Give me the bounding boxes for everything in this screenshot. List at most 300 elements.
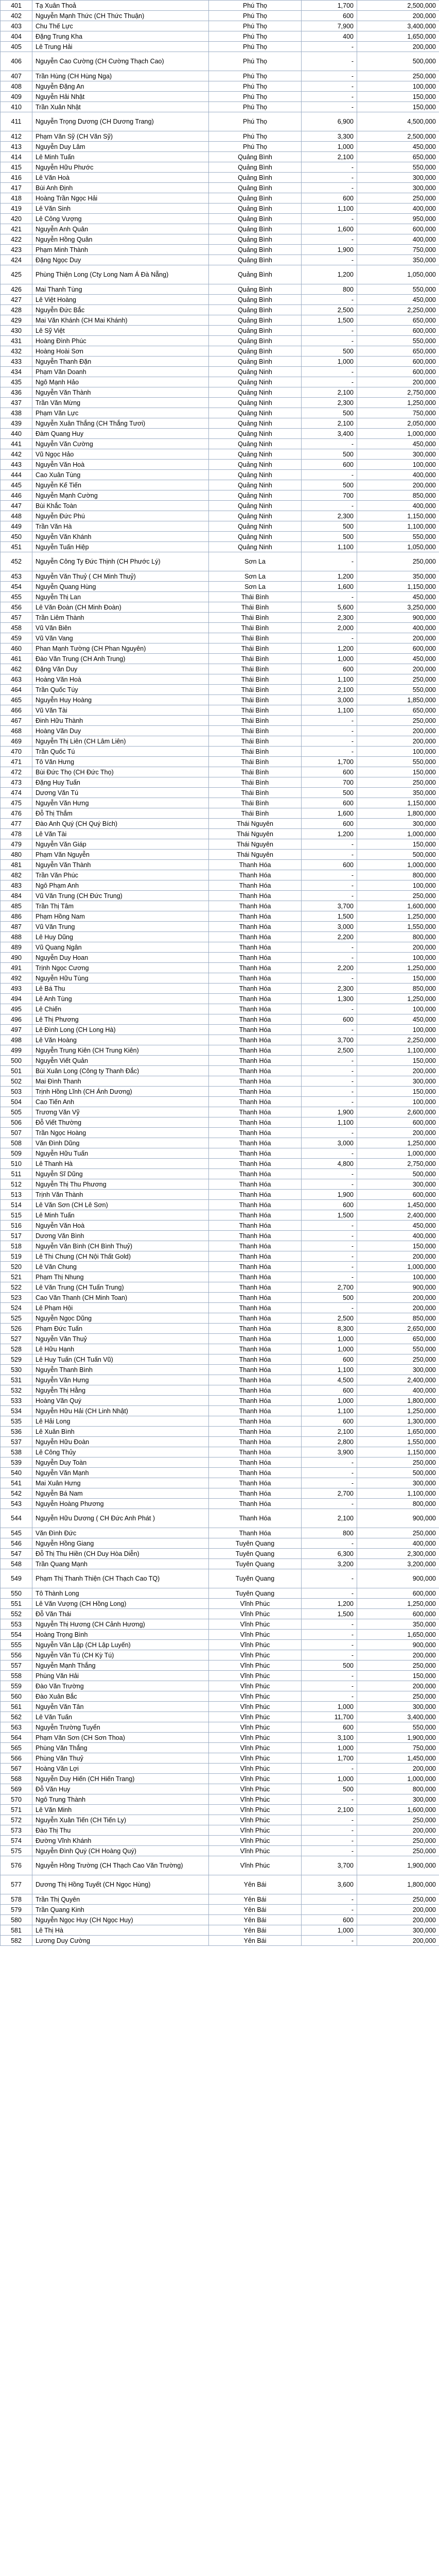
- province: Thanh Hóa: [209, 932, 302, 942]
- amount: 800,000: [357, 1784, 439, 1794]
- quantity: -: [302, 1846, 357, 1856]
- row-number: 571: [1, 1805, 32, 1815]
- row-number: 412: [1, 131, 32, 142]
- customer-name: Đỗ Văn Thái: [32, 1609, 209, 1619]
- quantity: 2,500: [302, 305, 357, 315]
- customer-name: Trần Liêm Thành: [32, 613, 209, 623]
- table-row: [1, 1640, 439, 1650]
- row-number: 495: [1, 1004, 32, 1014]
- table-row: [1, 11, 439, 21]
- row-number: 474: [1, 788, 32, 798]
- table-row: [1, 183, 439, 193]
- row-number: 580: [1, 1915, 32, 1925]
- table-row: [1, 685, 439, 695]
- amount: 1,000,000: [357, 1262, 439, 1272]
- quantity: 600: [302, 798, 357, 808]
- table-row: [1, 602, 439, 613]
- table-row: [1, 1836, 439, 1846]
- quantity: -: [302, 1148, 357, 1159]
- table-row: [1, 1619, 439, 1630]
- customer-name: Trịnh Văn Thành: [32, 1190, 209, 1200]
- row-number: 417: [1, 183, 32, 193]
- row-number: 548: [1, 1559, 32, 1569]
- row-number: 511: [1, 1169, 32, 1179]
- row-number: 541: [1, 1478, 32, 1488]
- row-number: 496: [1, 1014, 32, 1025]
- customer-name: Lê Văn Tuấn: [32, 1712, 209, 1722]
- quantity: -: [302, 716, 357, 726]
- quantity: -: [302, 1764, 357, 1774]
- amount: 3,250,000: [357, 602, 439, 613]
- province: Quảng Bình: [209, 295, 302, 305]
- customer-name: Đỗ Viết Thường: [32, 1117, 209, 1128]
- amount: 500,000: [357, 1468, 439, 1478]
- row-number: 530: [1, 1365, 32, 1375]
- province: Vĩnh Phúc: [209, 1805, 302, 1815]
- customer-name: Phùng Văn Hải: [32, 1671, 209, 1681]
- customer-name: Nguyễn Văn Tân: [32, 1702, 209, 1712]
- customer-name: Nguyễn Công Ty Đức Thịnh (CH Phước Lý): [32, 552, 209, 571]
- amount: 900,000: [357, 1640, 439, 1650]
- row-number: 582: [1, 1936, 32, 1946]
- province: Thanh Hóa: [209, 1468, 302, 1478]
- customer-name: Lê Công Thủy: [32, 1447, 209, 1458]
- row-number: 516: [1, 1221, 32, 1231]
- province: Quảng Ninh: [209, 460, 302, 470]
- amount: 400,000: [357, 470, 439, 480]
- province: Vĩnh Phúc: [209, 1764, 302, 1774]
- quantity: 600: [302, 819, 357, 829]
- customer-name: Nguyễn Đình Quý (CH Hoàng Quý): [32, 1846, 209, 1856]
- quantity: 2,200: [302, 932, 357, 942]
- customer-name: Nguyễn Thị Lan: [32, 592, 209, 602]
- quantity: 1,000: [302, 357, 357, 367]
- province: Quảng Ninh: [209, 470, 302, 480]
- customer-name: Đào Văn Trung (CH Anh Trung): [32, 654, 209, 664]
- row-number: 540: [1, 1468, 32, 1478]
- province: Phú Thọ: [209, 52, 302, 71]
- quantity: 1,000: [302, 1396, 357, 1406]
- customer-name: Đặng Huy Tuấn: [32, 777, 209, 788]
- amount: 200,000: [357, 1905, 439, 1915]
- amount: 200,000: [357, 1650, 439, 1660]
- province: Thanh Hóa: [209, 1396, 302, 1406]
- table-row: [1, 788, 439, 798]
- row-number: 492: [1, 973, 32, 984]
- customer-name: Nguyễn Tuấn Hiệp: [32, 542, 209, 552]
- row-number: 450: [1, 532, 32, 542]
- amount: 3,400,000: [357, 21, 439, 31]
- row-number: 409: [1, 92, 32, 102]
- table-row: [1, 1107, 439, 1117]
- province: Phú Thọ: [209, 131, 302, 142]
- customer-name: Nguyễn Mạnh Thức (CH Thức Thuận): [32, 11, 209, 21]
- quantity: 700: [302, 490, 357, 501]
- table-row: [1, 1, 439, 11]
- amount: 300,000: [357, 1365, 439, 1375]
- amount: 250,000: [357, 1660, 439, 1671]
- row-number: 558: [1, 1671, 32, 1681]
- amount: 150,000: [357, 1671, 439, 1681]
- amount: 250,000: [357, 1458, 439, 1468]
- province: Thanh Hóa: [209, 1200, 302, 1210]
- customer-name: Nguyễn Hữu Tùng: [32, 973, 209, 984]
- row-number: 566: [1, 1753, 32, 1764]
- quantity: -: [302, 367, 357, 377]
- quantity: 7,900: [302, 21, 357, 31]
- amount: 500,000: [357, 850, 439, 860]
- table-row: [1, 1609, 439, 1619]
- table-row: [1, 1334, 439, 1344]
- customer-name: Nguyễn Bá Nam: [32, 1488, 209, 1499]
- amount: 850,000: [357, 984, 439, 994]
- quantity: -: [302, 1241, 357, 1251]
- customer-name: Trần Văn Hà: [32, 521, 209, 532]
- row-number: 555: [1, 1640, 32, 1650]
- customer-name: Lê Công Vượng: [32, 214, 209, 224]
- customer-name: Lê Văn Hoàng: [32, 1035, 209, 1045]
- row-number: 415: [1, 162, 32, 173]
- table-row: [1, 1406, 439, 1416]
- customer-name: Lê Huy Dũng: [32, 932, 209, 942]
- province: Thái Bình: [209, 716, 302, 726]
- row-number: 436: [1, 387, 32, 398]
- quantity: -: [302, 1691, 357, 1702]
- amount: 1,250,000: [357, 963, 439, 973]
- customer-name: Tô Thành Long: [32, 1588, 209, 1599]
- customer-name: Nguyễn Thanh Đặn: [32, 357, 209, 367]
- province: Quảng Ninh: [209, 439, 302, 449]
- amount: 2,400,000: [357, 1375, 439, 1385]
- customer-name: Nguyễn Duy Toàn: [32, 1458, 209, 1468]
- row-number: 431: [1, 336, 32, 346]
- amount: 250,000: [357, 71, 439, 81]
- table-row: [1, 757, 439, 767]
- row-number: 418: [1, 193, 32, 204]
- quantity: -: [302, 1630, 357, 1640]
- province: Thái Bình: [209, 592, 302, 602]
- table-row: [1, 922, 439, 932]
- province: Quảng Ninh: [209, 387, 302, 398]
- province: Vĩnh Phúc: [209, 1825, 302, 1836]
- province: Vĩnh Phúc: [209, 1846, 302, 1856]
- amount: 150,000: [357, 102, 439, 112]
- quantity: 1,500: [302, 911, 357, 922]
- amount: 1,000,000: [357, 829, 439, 839]
- customer-name: Nguyễn Thị Hương (CH Cảnh Hương): [32, 1619, 209, 1630]
- province: Thanh Hóa: [209, 1458, 302, 1468]
- province: Thanh Hóa: [209, 1035, 302, 1045]
- table-row: [1, 1076, 439, 1087]
- quantity: 1,000: [302, 1702, 357, 1712]
- amount: 600,000: [357, 1609, 439, 1619]
- province: Thanh Hóa: [209, 963, 302, 973]
- amount: 250,000: [357, 552, 439, 571]
- quantity: -: [302, 1650, 357, 1660]
- quantity: 1,200: [302, 265, 357, 284]
- customer-name: Đào Thị Thu: [32, 1825, 209, 1836]
- table-row: [1, 1324, 439, 1334]
- row-number: 432: [1, 346, 32, 357]
- table-row: [1, 1753, 439, 1764]
- quantity: -: [302, 747, 357, 757]
- amount: 200,000: [357, 1251, 439, 1262]
- customer-name: Đỗ Thị Thu Hiền (CH Duy Hòa Diễn): [32, 1549, 209, 1559]
- quantity: 1,100: [302, 1365, 357, 1375]
- customer-name: Đặng Ngọc Duy: [32, 255, 209, 265]
- quantity: 3,000: [302, 922, 357, 932]
- row-number: 402: [1, 11, 32, 21]
- quantity: -: [302, 839, 357, 850]
- quantity: -: [302, 1905, 357, 1915]
- province: Thái Bình: [209, 654, 302, 664]
- table-row: [1, 1025, 439, 1035]
- customer-name: Nguyễn Văn Cường: [32, 439, 209, 449]
- customer-name: Lê Huy Tuấn (CH Tuấn Vũ): [32, 1354, 209, 1365]
- amount: 1,550,000: [357, 1437, 439, 1447]
- table-row: [1, 245, 439, 255]
- row-number: 449: [1, 521, 32, 532]
- province: Vĩnh Phúc: [209, 1609, 302, 1619]
- amount: 600,000: [357, 326, 439, 336]
- customer-name: Nguyễn Văn Khánh: [32, 532, 209, 542]
- customer-name: Đào Văn Trường: [32, 1681, 209, 1691]
- customer-name: Nguyễn Văn Hưng: [32, 1375, 209, 1385]
- quantity: -: [302, 470, 357, 480]
- amount: 300,000: [357, 1925, 439, 1936]
- row-number: 563: [1, 1722, 32, 1733]
- table-row: [1, 829, 439, 839]
- table-row: [1, 1733, 439, 1743]
- customer-name: Hoàng Trọng Bình: [32, 1630, 209, 1640]
- customer-name: Nguyễn Trọng Dương (CH Dương Trang): [32, 112, 209, 131]
- table-row: [1, 994, 439, 1004]
- row-number: 413: [1, 142, 32, 152]
- row-number: 504: [1, 1097, 32, 1107]
- quantity: 1,000: [302, 1334, 357, 1344]
- amount: 200,000: [357, 42, 439, 52]
- customer-name: Trương Văn Vỹ: [32, 1107, 209, 1117]
- customer-name: Dương Văn Tú: [32, 788, 209, 798]
- row-number: 424: [1, 255, 32, 265]
- amount: 1,100,000: [357, 521, 439, 532]
- customer-name: Văn Đình Dũng: [32, 1138, 209, 1148]
- customer-name: Nguyễn Huy Hoàng: [32, 695, 209, 705]
- province: Thái Nguyên: [209, 819, 302, 829]
- customer-name: Hoàng Văn Quý: [32, 1396, 209, 1406]
- quantity: 800: [302, 1528, 357, 1538]
- amount: 2,250,000: [357, 1035, 439, 1045]
- quantity: 2,200: [302, 963, 357, 973]
- customer-name: Bùi Anh Định: [32, 183, 209, 193]
- row-number: 557: [1, 1660, 32, 1671]
- row-number: 522: [1, 1282, 32, 1293]
- customer-name: Hoàng Văn Hoà: [32, 674, 209, 685]
- province: Quảng Bình: [209, 255, 302, 265]
- table-row: [1, 1691, 439, 1702]
- amount: 200,000: [357, 1915, 439, 1925]
- amount: 150,000: [357, 1056, 439, 1066]
- row-number: 476: [1, 808, 32, 819]
- quantity: 1,300: [302, 994, 357, 1004]
- row-number: 568: [1, 1774, 32, 1784]
- province: Phú Thọ: [209, 71, 302, 81]
- customer-name: Nguyễn Văn Mạnh: [32, 1468, 209, 1478]
- amount: 1,800,000: [357, 1875, 439, 1894]
- amount: 550,000: [357, 685, 439, 695]
- amount: 600,000: [357, 367, 439, 377]
- amount: 600,000: [357, 1588, 439, 1599]
- amount: 250,000: [357, 891, 439, 901]
- customer-name: Phùng Thiện Long (Cty Long Nam Á Đà Nẵng): [32, 265, 209, 284]
- customer-name: Đặng Trung Kha: [32, 31, 209, 42]
- province: Phú Thọ: [209, 112, 302, 131]
- amount: 200,000: [357, 1825, 439, 1836]
- row-number: 425: [1, 265, 32, 284]
- table-row: [1, 963, 439, 973]
- province: Phú Thọ: [209, 21, 302, 31]
- province: Vĩnh Phúc: [209, 1784, 302, 1794]
- table-row: [1, 623, 439, 633]
- province: Thanh Hóa: [209, 984, 302, 994]
- amount: 2,750,000: [357, 387, 439, 398]
- amount: 2,500,000: [357, 1, 439, 11]
- row-number: 539: [1, 1458, 32, 1468]
- customer-name: Nguyễn Hồng Trường (CH Thạch Cao Văn Trường): [32, 1856, 209, 1875]
- row-number: 518: [1, 1241, 32, 1251]
- quantity: -: [302, 1499, 357, 1509]
- row-number: 573: [1, 1825, 32, 1836]
- customer-name: Vũ Văn Tài: [32, 705, 209, 716]
- amount: 250,000: [357, 716, 439, 726]
- row-number: 575: [1, 1846, 32, 1856]
- quantity: 2,300: [302, 984, 357, 994]
- amount: 200,000: [357, 480, 439, 490]
- quantity: 1,700: [302, 1, 357, 11]
- table-row: [1, 480, 439, 490]
- table-row: [1, 305, 439, 315]
- province: Thanh Hóa: [209, 1138, 302, 1148]
- table-row: [1, 1231, 439, 1241]
- row-number: 462: [1, 664, 32, 674]
- table-row: [1, 152, 439, 162]
- customer-name: Trần Quang Mạnh: [32, 1559, 209, 1569]
- amount: 1,600,000: [357, 1805, 439, 1815]
- table-row: [1, 767, 439, 777]
- quantity: 500: [302, 1784, 357, 1794]
- amount: 400,000: [357, 1231, 439, 1241]
- amount: 200,000: [357, 1303, 439, 1313]
- province: Tuyên Quang: [209, 1559, 302, 1569]
- province: Quảng Ninh: [209, 408, 302, 418]
- amount: 1,550,000: [357, 922, 439, 932]
- row-number: 532: [1, 1385, 32, 1396]
- quantity: -: [302, 1671, 357, 1681]
- customer-name: Lê Văn Sinh: [32, 204, 209, 214]
- row-number: 465: [1, 695, 32, 705]
- province: Thái Bình: [209, 757, 302, 767]
- row-number: 523: [1, 1293, 32, 1303]
- quantity: -: [302, 183, 357, 193]
- row-number: 486: [1, 911, 32, 922]
- province: Thanh Hóa: [209, 1159, 302, 1169]
- quantity: -: [302, 1458, 357, 1468]
- row-number: 443: [1, 460, 32, 470]
- table-row: [1, 891, 439, 901]
- province: Quảng Bình: [209, 245, 302, 255]
- quantity: 3,700: [302, 1035, 357, 1045]
- row-number: 460: [1, 643, 32, 654]
- amount: 200,000: [357, 1936, 439, 1946]
- amount: 550,000: [357, 284, 439, 295]
- row-number: 550: [1, 1588, 32, 1599]
- customer-name: Đỗ Văn Huy: [32, 1784, 209, 1794]
- amount: 2,250,000: [357, 305, 439, 315]
- province: Thái Bình: [209, 685, 302, 695]
- customer-name: Nguyễn Hữu Tuấn: [32, 1148, 209, 1159]
- quantity: -: [302, 736, 357, 747]
- row-number: 448: [1, 511, 32, 521]
- amount: 1,250,000: [357, 1599, 439, 1609]
- quantity: 500: [302, 346, 357, 357]
- amount: 1,050,000: [357, 265, 439, 284]
- row-number: 422: [1, 234, 32, 245]
- quantity: 4,500: [302, 1375, 357, 1385]
- customer-name: Lê Đình Long (CH Long Hà): [32, 1025, 209, 1035]
- row-number: 565: [1, 1743, 32, 1753]
- table-row: [1, 1936, 439, 1946]
- province: Thanh Hóa: [209, 1221, 302, 1231]
- row-number: 525: [1, 1313, 32, 1324]
- quantity: 500: [302, 521, 357, 532]
- row-number: 561: [1, 1702, 32, 1712]
- customer-name: Nguyễn Duy Hoan: [32, 953, 209, 963]
- province: Thanh Hóa: [209, 942, 302, 953]
- table-row: [1, 367, 439, 377]
- customer-name: Phạm Văn Doanh: [32, 367, 209, 377]
- province: Quảng Ninh: [209, 377, 302, 387]
- customer-name: Cao Xuân Tùng: [32, 470, 209, 480]
- province: Thanh Hóa: [209, 1241, 302, 1251]
- quantity: -: [302, 1569, 357, 1588]
- table-row: [1, 1915, 439, 1925]
- row-number: 576: [1, 1856, 32, 1875]
- province: Quảng Bình: [209, 193, 302, 204]
- province: Vĩnh Phúc: [209, 1640, 302, 1650]
- province: Thái Bình: [209, 798, 302, 808]
- amount: 1,900,000: [357, 1733, 439, 1743]
- amount: 1,450,000: [357, 1753, 439, 1764]
- province: Quảng Bình: [209, 265, 302, 284]
- quantity: -: [302, 1087, 357, 1097]
- quantity: -: [302, 1825, 357, 1836]
- amount: 850,000: [357, 490, 439, 501]
- amount: 550,000: [357, 1344, 439, 1354]
- province: Vĩnh Phúc: [209, 1619, 302, 1630]
- quantity: 600: [302, 193, 357, 204]
- amount: 900,000: [357, 1282, 439, 1293]
- row-number: 505: [1, 1107, 32, 1117]
- table-row: [1, 1169, 439, 1179]
- amount: 550,000: [357, 532, 439, 542]
- table-row: [1, 1528, 439, 1538]
- quantity: 1,100: [302, 542, 357, 552]
- province: Vĩnh Phúc: [209, 1599, 302, 1609]
- quantity: 600: [302, 460, 357, 470]
- row-number: 416: [1, 173, 32, 183]
- amount: 600,000: [357, 357, 439, 367]
- quantity: -: [302, 81, 357, 92]
